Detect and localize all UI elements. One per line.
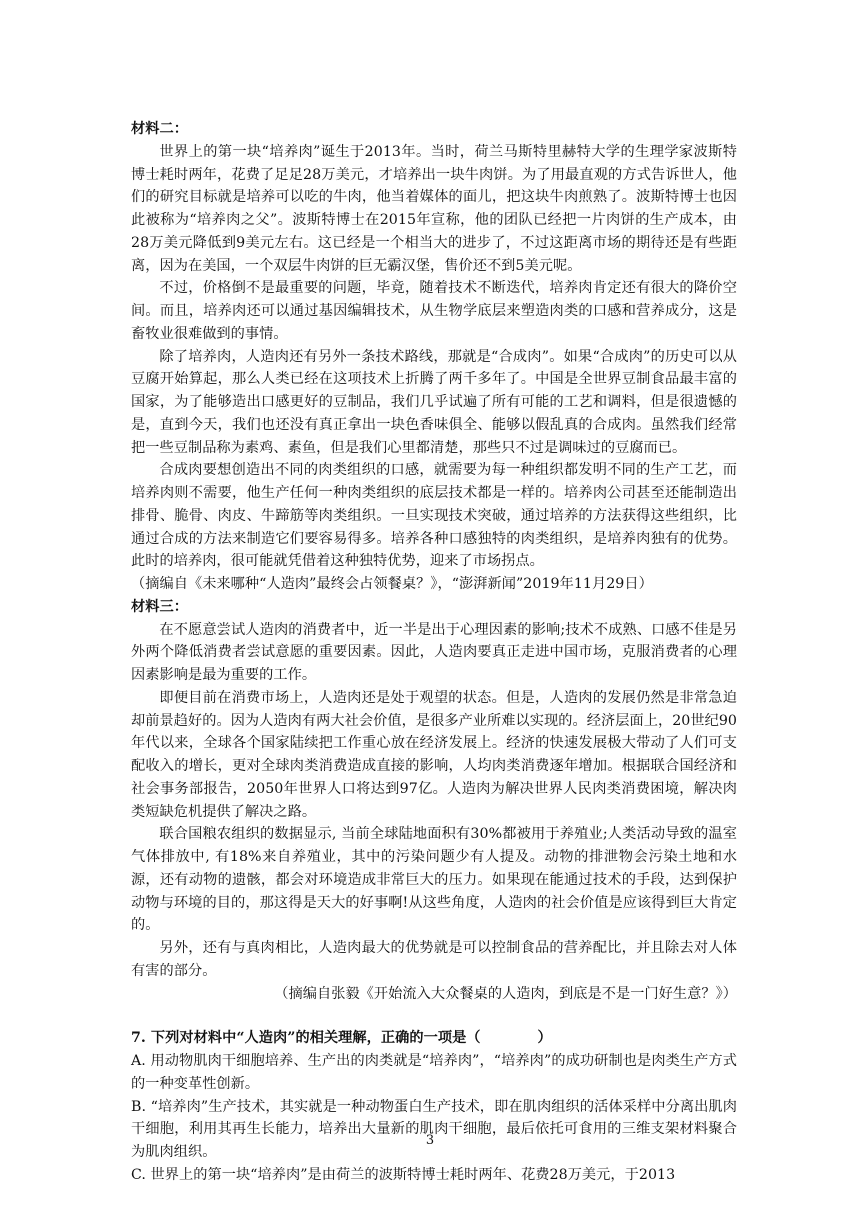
question-7-option-c: C. 世界上的第一块“培养肉”是由荷兰的波斯特博士耗时两年、花费28万美元，于2013 — [131, 1166, 676, 1183]
document-body — [131, 118, 737, 1187]
material-2-source: （摘编自《未来哪种“人造肉”最终会占领餐桌？》，“澎湃新闻”2019年11月29日） — [131, 576, 653, 592]
material-3-source: （摘编自张毅《开始流入大众餐桌的人造肉，到底是不是一门好生意？》） — [274, 985, 737, 1002]
material-3-paragraph-2: 即便目前在消费市场上，人造肉还是处于观望的状态。但是，人造肉的发展仍然是非常急迫却前景趋好的。因为人造肉有两大社会价值，是很多产业所难以实现的。经济层面上，20世纪90年代以来，全球各个国家陆续把工作重心放在经济发展上。经济的快速发展极大带动了人们可支配收入的增长，更对全球肉类消费造成直接的影响，人均肉类消费逐年增加。根据联合国经济和社会事务部报告，2050年世界人口将达到97亿。人造肉为解决世界人民肉类消费困境，解决肉类短缺危机提供了解决之路。 — [131, 689, 737, 820]
material-2-paragraph-1: 世界上的第一块“培养肉”诞生于2013年。当时，荷兰马斯特里赫特大学的生理学家波斯特博士耗时两年，花费了足足28万美元，才培养出一块牛肉饼。为了用最直观的方式告诉世人，他们的研究目标就是培养可以吃的牛肉，他当着媒体的面儿，把这块牛肉煎熟了。波斯特博士也因此被称为“培养肉之父”。波斯特博士在2015年宣称，他的团队已经把一片肉饼的生产成本，由28万美元降低到9美元左右。这已经是一个相当大的进步了，不过这距离市场的期待还是有些距离，因为在美国，一个双层牛肉饼的巨无霸汉堡，售价还不到5美元呢。 — [131, 143, 737, 274]
material-2-paragraph-2: 不过，价格倒不是最重要的问题，毕竟，随着技术不断迭代，培养肉肯定还有很大的降价空间。而且，培养肉还可以通过基因编辑技术，从生物学底层来塑造肉类的口感和营养成分，这是畜牧业很难做到的事情。 — [131, 280, 737, 342]
material-2-heading: 材料二： — [131, 121, 188, 137]
material-3-paragraph-4: 另外，还有与真肉相比，人造肉最大的优势就是可以控制食品的营养配比，并且除去对人体有害的部分。 — [131, 940, 737, 979]
page-number: 3 — [425, 1133, 435, 1148]
material-3-heading: 材料三： — [131, 598, 188, 615]
question-7-option-b: B. “培养肉”生产技术，其实就是一种动物蛋白生产技术，即在肌肉组织的活体采样中分离出肌肉干细胞，利用其再生长能力，培养出大量新的肌肉干细胞，最后依托可食用的三维支架材料聚合为肌肉组织。 — [131, 1098, 737, 1160]
material-3-paragraph-1: 在不愿意尝试人造肉的消费者中，近一半是出于心理因素的影响;技术不成熟、口感不佳是另外两个降低消费者尝试意愿的重要因素。因此，人造肉要真正走进中国市场，克服消费者的心理因素影响是最为重要的工作。 — [131, 621, 737, 683]
question-7-option-a: A. 用动物肌肉干细胞培养、生产出的肉类就是“培养肉”，“培养肉”的成功研制也是肉类生产方式的一种变革性创新。 — [131, 1053, 737, 1092]
section-gap — [131, 1005, 737, 1027]
material-3-paragraph-3: 联合国粮农组织的数据显示, 当前全球陆地面积有30%都被用于养殖业;人类活动导致的温室气体排放中, 有18%来自养殖业，其中的污染问题少有人提及。动物的排泄物会污染土地和水源，还有动物的遗骸，都会对环境造成非常巨大的压力。如果现在能通过技术的手段，达到保护动物与环境的目的，那这得是天大的好事啊!从这些角度，人造肉的社会价值是应该得到巨大肯定的。 — [131, 826, 737, 934]
material-2-paragraph-4: 合成肉要想创造出不同的肉类组织的口感，就需要为每一种组织都发明不同的生产工艺，而培养肉则不需要，他生产任何一种肉类组织的底层技术都是一样的。培养肉公司甚至还能制造出排骨、脆骨、肉皮、牛蹄筋等肉类组织。一旦实现技术突破，通过培养的方法获得这些组织，比通过合成的方法来制造它们要容易得多。培养各种口感独特的肉类组织，是培养肉独有的优势。此时的培养肉，很可能就凭借着这种独特优势，迎来了市场拐点。 — [131, 462, 737, 570]
material-2-paragraph-3: 除了培养肉，人造肉还有另外一条技术路线，那就是“合成肉”。如果“合成肉”的历史可以从豆腐开始算起，那么人类已经在这项技术上折腾了两千多年了。中国是全世界豆制食品最丰富的国家，为了能够造出口感更好的豆制品，我们几乎试遍了所有可能的工艺和调料，但是很遗憾的是，直到今天，我们也还没有真正拿出一块色香味俱全、能够以假乱真的合成肉。虽然我们经常把一些豆制品称为素鸡、素鱼，但是我们心里都清楚，那些只不过是调味过的豆腐而已。 — [131, 348, 737, 456]
question-7-stem: 7. 下列对材料中“人造肉”的相关理解，正确的一项是（ ） — [131, 1030, 552, 1047]
